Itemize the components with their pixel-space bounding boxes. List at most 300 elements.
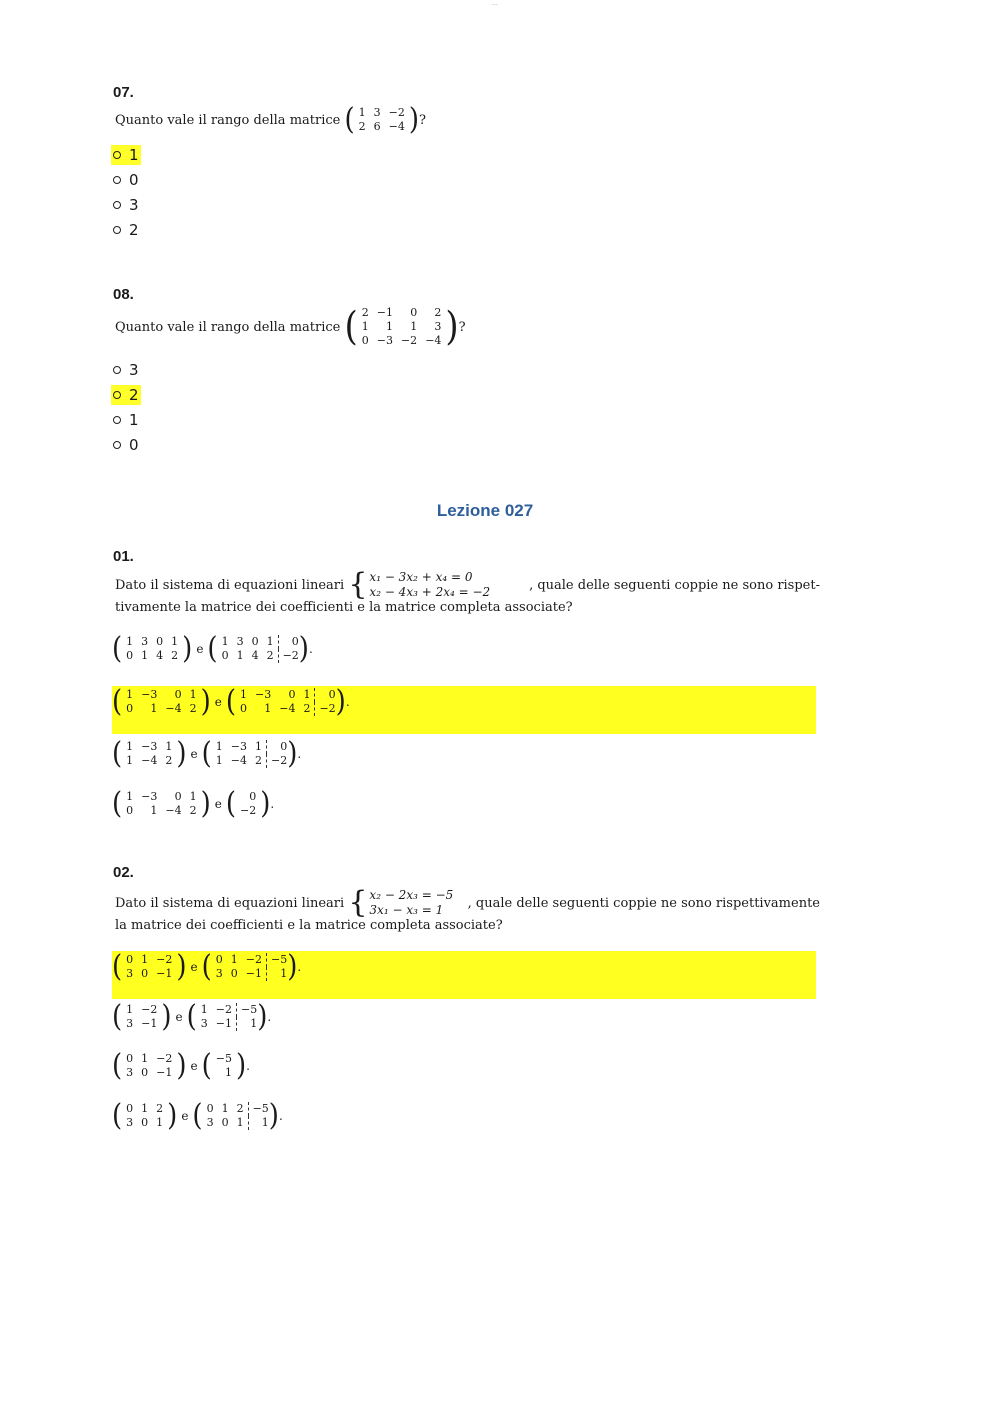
matrix-cell: −2 — [245, 953, 263, 966]
option-body — [111, 360, 141, 380]
matrix-row — [122, 740, 176, 754]
matrix-pair-option[interactable] — [112, 786, 275, 822]
matrix-cell: 0 — [126, 804, 134, 817]
option-label: 1 — [129, 146, 139, 164]
matrix-row — [355, 120, 409, 134]
equation: x₂ − 2x₃ = −5 — [369, 888, 454, 902]
matrix-pair — [112, 631, 313, 667]
matrix-table — [122, 688, 200, 716]
matrix-cell: 0 — [126, 1052, 134, 1065]
period: . — [267, 1010, 272, 1024]
coefficient-matrix — [112, 631, 193, 667]
left-paren: ( — [112, 631, 123, 667]
matrix-table — [122, 635, 182, 663]
matrix-row — [197, 1017, 257, 1031]
matrix-cell: 1 — [248, 1116, 269, 1130]
matrix-cell: 1 — [126, 635, 134, 648]
right-paren: ) — [161, 999, 172, 1035]
header-mark: ... — [492, 0, 498, 7]
left-paren: ( — [112, 786, 123, 822]
matrix-cell: 2 — [165, 754, 173, 767]
augmented-matrix — [207, 631, 309, 667]
matrix-row — [355, 106, 409, 120]
matrix-row — [122, 790, 200, 804]
matrix-pair-option[interactable] — [112, 949, 302, 985]
matrix-cell: 0 — [361, 334, 369, 347]
matrix-row — [122, 688, 200, 702]
answer-option[interactable] — [111, 435, 141, 460]
answer-option[interactable] — [111, 170, 141, 195]
coefficient-matrix — [112, 949, 187, 985]
matrix-table — [122, 1052, 176, 1080]
conjunction: e — [190, 747, 198, 761]
matrix-row — [203, 1102, 269, 1116]
conjunction: e — [214, 695, 222, 709]
matrix-cell: 0 — [288, 688, 296, 701]
matrix-cell: −1 — [156, 1066, 173, 1079]
matrix-cell: −3 — [141, 688, 158, 701]
matrix-cell: 0 — [410, 306, 418, 319]
answer-options — [111, 360, 141, 460]
matrix-cell: 0 — [126, 649, 134, 662]
left-paren: ( — [344, 304, 358, 350]
matrix-cell: 0 — [206, 1102, 214, 1115]
radio-circle-icon[interactable] — [113, 226, 121, 234]
matrix-cell: −3 — [376, 334, 393, 347]
matrix-row — [122, 1102, 167, 1116]
answer-option[interactable] — [111, 410, 141, 435]
matrix-row — [212, 740, 287, 754]
matrix-cell: −4 — [165, 702, 182, 715]
matrix — [344, 102, 420, 138]
period: . — [270, 797, 275, 811]
matrix-cell: −2 — [156, 1052, 173, 1065]
matrix-cell: 1 — [236, 649, 244, 662]
question-prompt-line2: tivamente la matrice dei coefficienti e la matrice completa associate? — [115, 600, 573, 615]
radio-circle-icon[interactable] — [113, 176, 121, 184]
matrix-pair-option[interactable] — [112, 999, 272, 1035]
coefficient-matrix — [112, 684, 211, 720]
matrix-cell: 1 — [221, 1102, 229, 1115]
left-paren: ( — [225, 786, 237, 822]
matrix-table — [122, 1102, 167, 1130]
option-body — [111, 220, 141, 240]
question-text — [115, 567, 820, 615]
matrix-cell: −4 — [388, 120, 405, 133]
period: . — [308, 642, 313, 656]
option-label: 3 — [129, 361, 139, 379]
augmented-matrix — [192, 1098, 279, 1134]
matrix-row — [122, 967, 176, 981]
left-paren: ( — [201, 949, 212, 985]
coefficient-matrix — [112, 786, 211, 822]
matrix-pair — [112, 999, 272, 1035]
matrix-cell: 1 — [237, 1017, 258, 1031]
matrix-cell: −2 — [156, 953, 173, 966]
left-paren: ( — [201, 1048, 212, 1084]
option-body — [111, 410, 141, 430]
matrix-cell: 0 — [249, 790, 257, 803]
matrix-cell: −1 — [376, 306, 393, 319]
question-number: 02. — [113, 864, 134, 881]
matrix-cell: 2 — [434, 306, 442, 319]
matrix-table — [218, 635, 299, 663]
matrix-cell: 2 — [189, 804, 197, 817]
radio-circle-icon[interactable] — [113, 416, 121, 424]
matrix-cell: −4 — [165, 804, 182, 817]
matrix-cell: 3 — [141, 635, 149, 648]
matrix-table — [355, 106, 409, 134]
equation: x₁ − 3x₂ + x₄ = 0 — [369, 570, 473, 584]
matrix-cell: 0 — [156, 635, 164, 648]
matrix-cell: 1 — [266, 635, 274, 648]
option-label: 0 — [129, 436, 139, 454]
matrix-cell: 2 — [358, 120, 366, 133]
matrix-cell: 0 — [221, 649, 229, 662]
right-paren: ) — [236, 1048, 247, 1084]
right-paren: ) — [260, 786, 271, 822]
matrix-cell: −2 — [141, 1003, 158, 1016]
matrix-cell: 3 — [126, 967, 134, 980]
matrix-cell: −5 — [248, 1102, 269, 1116]
matrix-table — [122, 740, 176, 768]
matrix-cell: 0 — [315, 688, 336, 702]
augmented-matrix — [201, 1048, 247, 1084]
matrix-table — [122, 1003, 161, 1031]
matrix-cell: 1 — [225, 1066, 233, 1079]
matrix-row — [218, 635, 299, 649]
matrix-row — [122, 1052, 176, 1066]
matrix-cell: 2 — [266, 649, 274, 662]
matrix-cell: −2 — [400, 334, 418, 347]
matrix — [344, 306, 458, 348]
matrix-cell: 0 — [240, 702, 248, 715]
matrix-pair — [112, 949, 302, 985]
matrix-cell: 1 — [215, 754, 223, 767]
right-paren: ) — [287, 949, 298, 985]
matrix-row — [236, 688, 336, 702]
matrix-pair — [112, 1048, 250, 1084]
matrix-cell: 2 — [255, 754, 263, 767]
matrix-cell: 0 — [221, 1116, 229, 1129]
matrix-cell: 1 — [141, 953, 149, 966]
left-paren: ( — [186, 999, 197, 1035]
matrix-row — [122, 702, 200, 716]
left-paren: ( — [112, 999, 123, 1035]
option-body — [111, 385, 141, 405]
right-paren: ) — [287, 736, 298, 772]
left-paren: ( — [225, 684, 237, 720]
matrix-cell: −3 — [230, 740, 248, 753]
equation-system — [348, 567, 491, 602]
matrix-cell: 3 — [215, 967, 223, 980]
coefficient-matrix — [112, 999, 172, 1035]
coefficient-matrix — [112, 1048, 187, 1084]
equation-system — [348, 885, 454, 920]
coefficient-matrix — [112, 736, 187, 772]
answer-option[interactable] — [111, 195, 141, 220]
matrix-table — [358, 306, 446, 348]
matrix-row — [236, 804, 260, 818]
radio-circle-icon[interactable] — [113, 391, 121, 399]
matrix-cell: 3 — [434, 320, 442, 333]
question-text — [115, 885, 820, 933]
matrix-cell: −2 — [278, 649, 299, 663]
conjunction: e — [190, 960, 198, 974]
conjunction: e — [196, 642, 204, 656]
option-body — [111, 145, 141, 165]
matrix-row — [122, 1003, 161, 1017]
period: . — [297, 960, 302, 974]
matrix-cell: −5 — [215, 1052, 233, 1065]
left-paren: ( — [112, 684, 123, 720]
matrix-row — [122, 635, 182, 649]
matrix-cell: 1 — [385, 320, 393, 333]
right-paren: ) — [182, 631, 193, 667]
period: . — [246, 1059, 250, 1073]
matrix-pair — [112, 684, 350, 720]
matrix-table — [236, 790, 260, 818]
matrix-cell: 1 — [215, 740, 223, 753]
matrix-row — [203, 1116, 269, 1130]
question-prompt-cont: , quale delle seguenti coppie ne sono rispettivamente — [467, 895, 820, 911]
augmented-matrix — [225, 786, 271, 822]
left-paren: ( — [192, 1098, 203, 1134]
matrix-cell: −1 — [141, 1017, 158, 1030]
matrix-row — [122, 953, 176, 967]
question-text — [115, 306, 466, 348]
matrix-row — [122, 1066, 176, 1080]
matrix-table — [212, 953, 287, 981]
matrix-cell: 4 — [251, 649, 259, 662]
right-paren: ) — [176, 736, 187, 772]
matrix-cell: 1 — [126, 754, 134, 767]
matrix-cell: 2 — [361, 306, 369, 319]
answer-options — [111, 145, 141, 245]
matrix-cell: −3 — [255, 688, 272, 701]
matrix-cell: 0 — [126, 702, 134, 715]
question-number: 08. — [113, 286, 134, 303]
conjunction: e — [214, 797, 222, 811]
matrix-cell: 1 — [221, 635, 229, 648]
matrix-cell: −3 — [141, 790, 158, 803]
brace: { — [348, 567, 368, 602]
matrix-cell: 0 — [278, 635, 299, 649]
left-paren: ( — [112, 949, 123, 985]
matrix-cell: −5 — [267, 953, 288, 967]
matrix-cell: 1 — [156, 1116, 164, 1129]
matrix-pair-option[interactable] — [112, 1098, 283, 1134]
matrix-cell: 1 — [165, 740, 173, 753]
matrix-pair-option[interactable] — [112, 1048, 250, 1084]
left-paren: ( — [112, 1048, 123, 1084]
matrix-cell: 1 — [200, 1003, 208, 1016]
augmented-matrix — [201, 736, 298, 772]
option-label: 0 — [129, 171, 139, 189]
matrix-pair-option[interactable] — [112, 736, 302, 772]
option-label: 2 — [129, 386, 139, 404]
matrix-row — [197, 1003, 257, 1017]
augmented-matrix — [225, 684, 346, 720]
left-paren: ( — [112, 736, 123, 772]
matrix-cell: 1 — [126, 790, 134, 803]
matrix-row — [122, 649, 182, 663]
coefficient-matrix — [112, 1098, 178, 1134]
answer-option[interactable] — [111, 385, 141, 410]
matrix-table — [203, 1102, 269, 1130]
matrix-row — [358, 320, 446, 334]
matrix-cell: 0 — [215, 953, 223, 966]
matrix-cell: 2 — [303, 702, 311, 715]
matrix-cell: 0 — [126, 1102, 134, 1115]
radio-circle-icon[interactable] — [113, 151, 121, 159]
matrix-cell: 0 — [126, 953, 134, 966]
matrix-cell: 1 — [361, 320, 369, 333]
question-mark: ? — [419, 112, 426, 128]
matrix-cell: 3 — [373, 106, 381, 119]
matrix-table — [122, 790, 200, 818]
option-label: 1 — [129, 411, 139, 429]
matrix-cell: 3 — [236, 635, 244, 648]
radio-circle-icon[interactable] — [113, 366, 121, 374]
right-paren: ) — [268, 1098, 279, 1134]
right-paren: ) — [176, 949, 187, 985]
question-text — [115, 102, 426, 138]
matrix-cell: 1 — [189, 688, 197, 701]
matrix-cell: 0 — [267, 740, 288, 754]
matrix-row — [236, 702, 336, 716]
equation: x₂ − 4x₃ + 2x₄ = −2 — [369, 585, 491, 599]
option-label: 3 — [129, 196, 139, 214]
conjunction: e — [181, 1109, 189, 1123]
conjunction: e — [175, 1010, 183, 1024]
matrix-row — [358, 306, 446, 320]
matrix-cell: 3 — [206, 1116, 214, 1129]
matrix-row — [212, 1052, 236, 1066]
period: . — [297, 747, 302, 761]
answer-option[interactable] — [111, 145, 141, 170]
question-prompt: Quanto vale il rango della matrice — [115, 112, 341, 128]
brace: { — [348, 885, 368, 920]
matrix-cell: 3 — [126, 1066, 134, 1079]
matrix-row — [236, 790, 260, 804]
matrix-cell: −4 — [425, 334, 442, 347]
matrix-cell: 1 — [126, 1003, 134, 1016]
matrix-cell: 0 — [230, 967, 238, 980]
matrix-row — [122, 754, 176, 768]
question-mark: ? — [458, 319, 466, 335]
matrix-table — [197, 1003, 257, 1031]
question-prompt: Dato il sistema di equazioni lineari — [115, 895, 345, 911]
matrix-cell: 1 — [264, 702, 272, 715]
matrix-cell: −2 — [388, 106, 405, 119]
right-paren: ) — [167, 1098, 178, 1134]
question-prompt-line2: la matrice dei coefficienti e la matrice completa associate? — [115, 918, 503, 933]
matrix-cell: 2 — [189, 702, 197, 715]
radio-circle-icon[interactable] — [113, 201, 121, 209]
matrix-cell: 3 — [126, 1116, 134, 1129]
question-number: 01. — [113, 548, 134, 565]
lesson-title: Lezione 027 — [436, 501, 534, 520]
period: . — [345, 695, 350, 709]
conjunction: e — [190, 1059, 198, 1073]
matrix-cell: 4 — [156, 649, 164, 662]
matrix-cell: 1 — [141, 1102, 149, 1115]
matrix-cell: −2 — [240, 804, 257, 817]
answer-option[interactable] — [111, 220, 141, 245]
matrix-table — [236, 688, 336, 716]
matrix-cell: 1 — [230, 953, 238, 966]
matrix-cell: 1 — [236, 1116, 244, 1129]
matrix-cell: 6 — [373, 120, 381, 133]
matrix-cell: −2 — [315, 702, 336, 716]
matrix-cell: 1 — [267, 967, 288, 981]
right-paren: ) — [257, 999, 268, 1035]
augmented-matrix — [201, 949, 298, 985]
right-paren: ) — [176, 1048, 187, 1084]
matrix-cell: −5 — [237, 1003, 258, 1017]
matrix-row — [358, 334, 446, 348]
matrix-cell: 1 — [358, 106, 366, 119]
matrix-cell: 1 — [410, 320, 418, 333]
matrix-row — [218, 649, 299, 663]
matrix-cell: 1 — [150, 702, 158, 715]
matrix-row — [212, 967, 287, 981]
augmented-matrix — [186, 999, 268, 1035]
matrix-cell: 1 — [240, 688, 248, 701]
right-paren: ) — [200, 684, 211, 720]
right-paren: ) — [200, 786, 211, 822]
left-paren: ( — [112, 1098, 123, 1134]
matrix-table — [122, 953, 176, 981]
matrix-cell: 0 — [141, 1066, 149, 1079]
matrix-cell: 0 — [141, 967, 149, 980]
matrix-cell: 1 — [141, 649, 149, 662]
right-paren: ) — [298, 631, 309, 667]
question-prompt: Quanto vale il rango della matrice — [115, 319, 341, 335]
option-body — [111, 435, 141, 455]
matrix-pair-option[interactable] — [112, 684, 350, 720]
equation: 3x₁ − x₃ = 1 — [369, 903, 444, 917]
option-body — [111, 195, 141, 215]
matrix-row — [122, 804, 200, 818]
matrix-cell: 2 — [171, 649, 179, 662]
matrix-cell: 0 — [141, 1116, 149, 1129]
matrix-cell: 1 — [303, 688, 311, 701]
matrix-cell: 0 — [174, 790, 182, 803]
period: . — [278, 1109, 283, 1123]
question-prompt-cont: , quale delle seguenti coppie ne sono rispet- — [529, 577, 820, 593]
matrix-cell: −4 — [141, 754, 158, 767]
matrix-cell: −2 — [215, 1003, 233, 1016]
matrix-pair-option[interactable] — [112, 631, 313, 667]
matrix-cell: 1 — [126, 688, 134, 701]
matrix-cell: −1 — [245, 967, 263, 980]
matrix-row — [212, 953, 287, 967]
radio-circle-icon[interactable] — [113, 441, 121, 449]
matrix-cell: 2 — [156, 1102, 164, 1115]
matrix-table — [212, 740, 287, 768]
answer-option[interactable] — [111, 360, 141, 385]
right-paren: ) — [335, 684, 346, 720]
matrix-pair — [112, 736, 302, 772]
matrix-cell: 2 — [236, 1102, 244, 1115]
matrix-cell: 1 — [126, 740, 134, 753]
matrix-cell: 0 — [251, 635, 259, 648]
matrix-pair — [112, 786, 275, 822]
matrix-row — [122, 1116, 167, 1130]
matrix-cell: 0 — [174, 688, 182, 701]
